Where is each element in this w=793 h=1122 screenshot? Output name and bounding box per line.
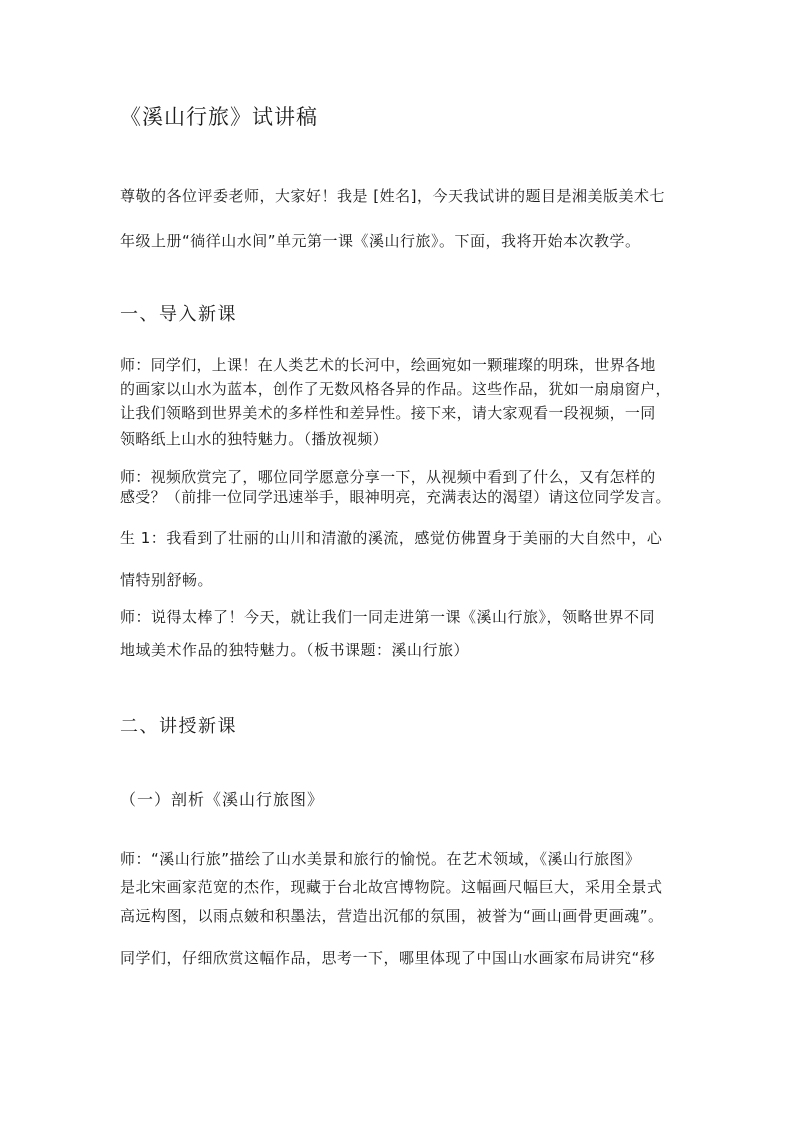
- page-title: 《溪山行旅》试讲稿: [120, 105, 318, 129]
- paragraph-line: 地域美术作品的独特魅力。（板书课题：溪山行旅）: [120, 641, 470, 659]
- paragraph-line: 高远构图，以雨点皴和积墨法，营造出沉郁的氛围，被誉为“画山画骨更画魂”。: [120, 907, 664, 925]
- paragraph-line: 是北宋画家范宽的杰作，现藏于台北故宫博物院。这幅画尺幅巨大，采用全景式: [120, 878, 663, 896]
- subsection-heading: （一）剖析《溪山行旅图》: [120, 790, 325, 809]
- paragraph-line: 感受？（前排一位同学迅速举手，眼神明亮，充满表达的渴望）请这位同学发言。: [120, 488, 671, 506]
- paragraph-line: 让我们领略到世界美术的多样性和差异性。接下来，请大家观看一段视频，一同: [120, 404, 656, 422]
- paragraph-line: 领略纸上山水的独特魅力。（播放视频）: [120, 430, 388, 448]
- paragraph-line: 师：说得太棒了！今天，就让我们一同走进第一课《溪山行旅》，领略世界不同: [120, 608, 656, 626]
- intro-line-2: 年级上册“徜徉山水间”单元第一课《溪山行旅》。下面，我将开始本次教学。: [120, 232, 641, 250]
- paragraph-line: 同学们，仔细欣赏这幅作品，思考一下，哪里体现了中国山水画家布局讲究“移: [120, 949, 656, 967]
- paragraph-line: 的画家以山水为蓝本，创作了无数风格各异的作品。这些作品，犹如一扇扇窗户，: [120, 380, 671, 398]
- paragraph-line: 生 1：我看到了壮丽的山川和清澈的溪流，感觉仿佛置身于美丽的大自然中，心: [120, 529, 663, 547]
- paragraph-line: 师：同学们，上课！在人类艺术的长河中，绘画宛如一颗璀璨的明珠，世界各地: [120, 356, 656, 374]
- section-heading-import: 一、导入新课: [120, 304, 237, 325]
- paragraph-line: 情特别舒畅。: [120, 571, 214, 589]
- paragraph-line: 师：视频欣赏完了，哪位同学愿意分享一下，从视频中看到了什么，又有怎样的: [120, 468, 656, 486]
- paragraph-line: 师：“溪山行旅”描绘了山水美景和旅行的愉悦。在艺术领域，《溪山行旅图》: [120, 850, 641, 868]
- section-heading-teaching: 二、讲授新课: [120, 716, 237, 737]
- intro-line-1: 尊敬的各位评委老师，大家好！我是 [姓名]，今天我试讲的题目是湘美版美术七: [120, 187, 665, 205]
